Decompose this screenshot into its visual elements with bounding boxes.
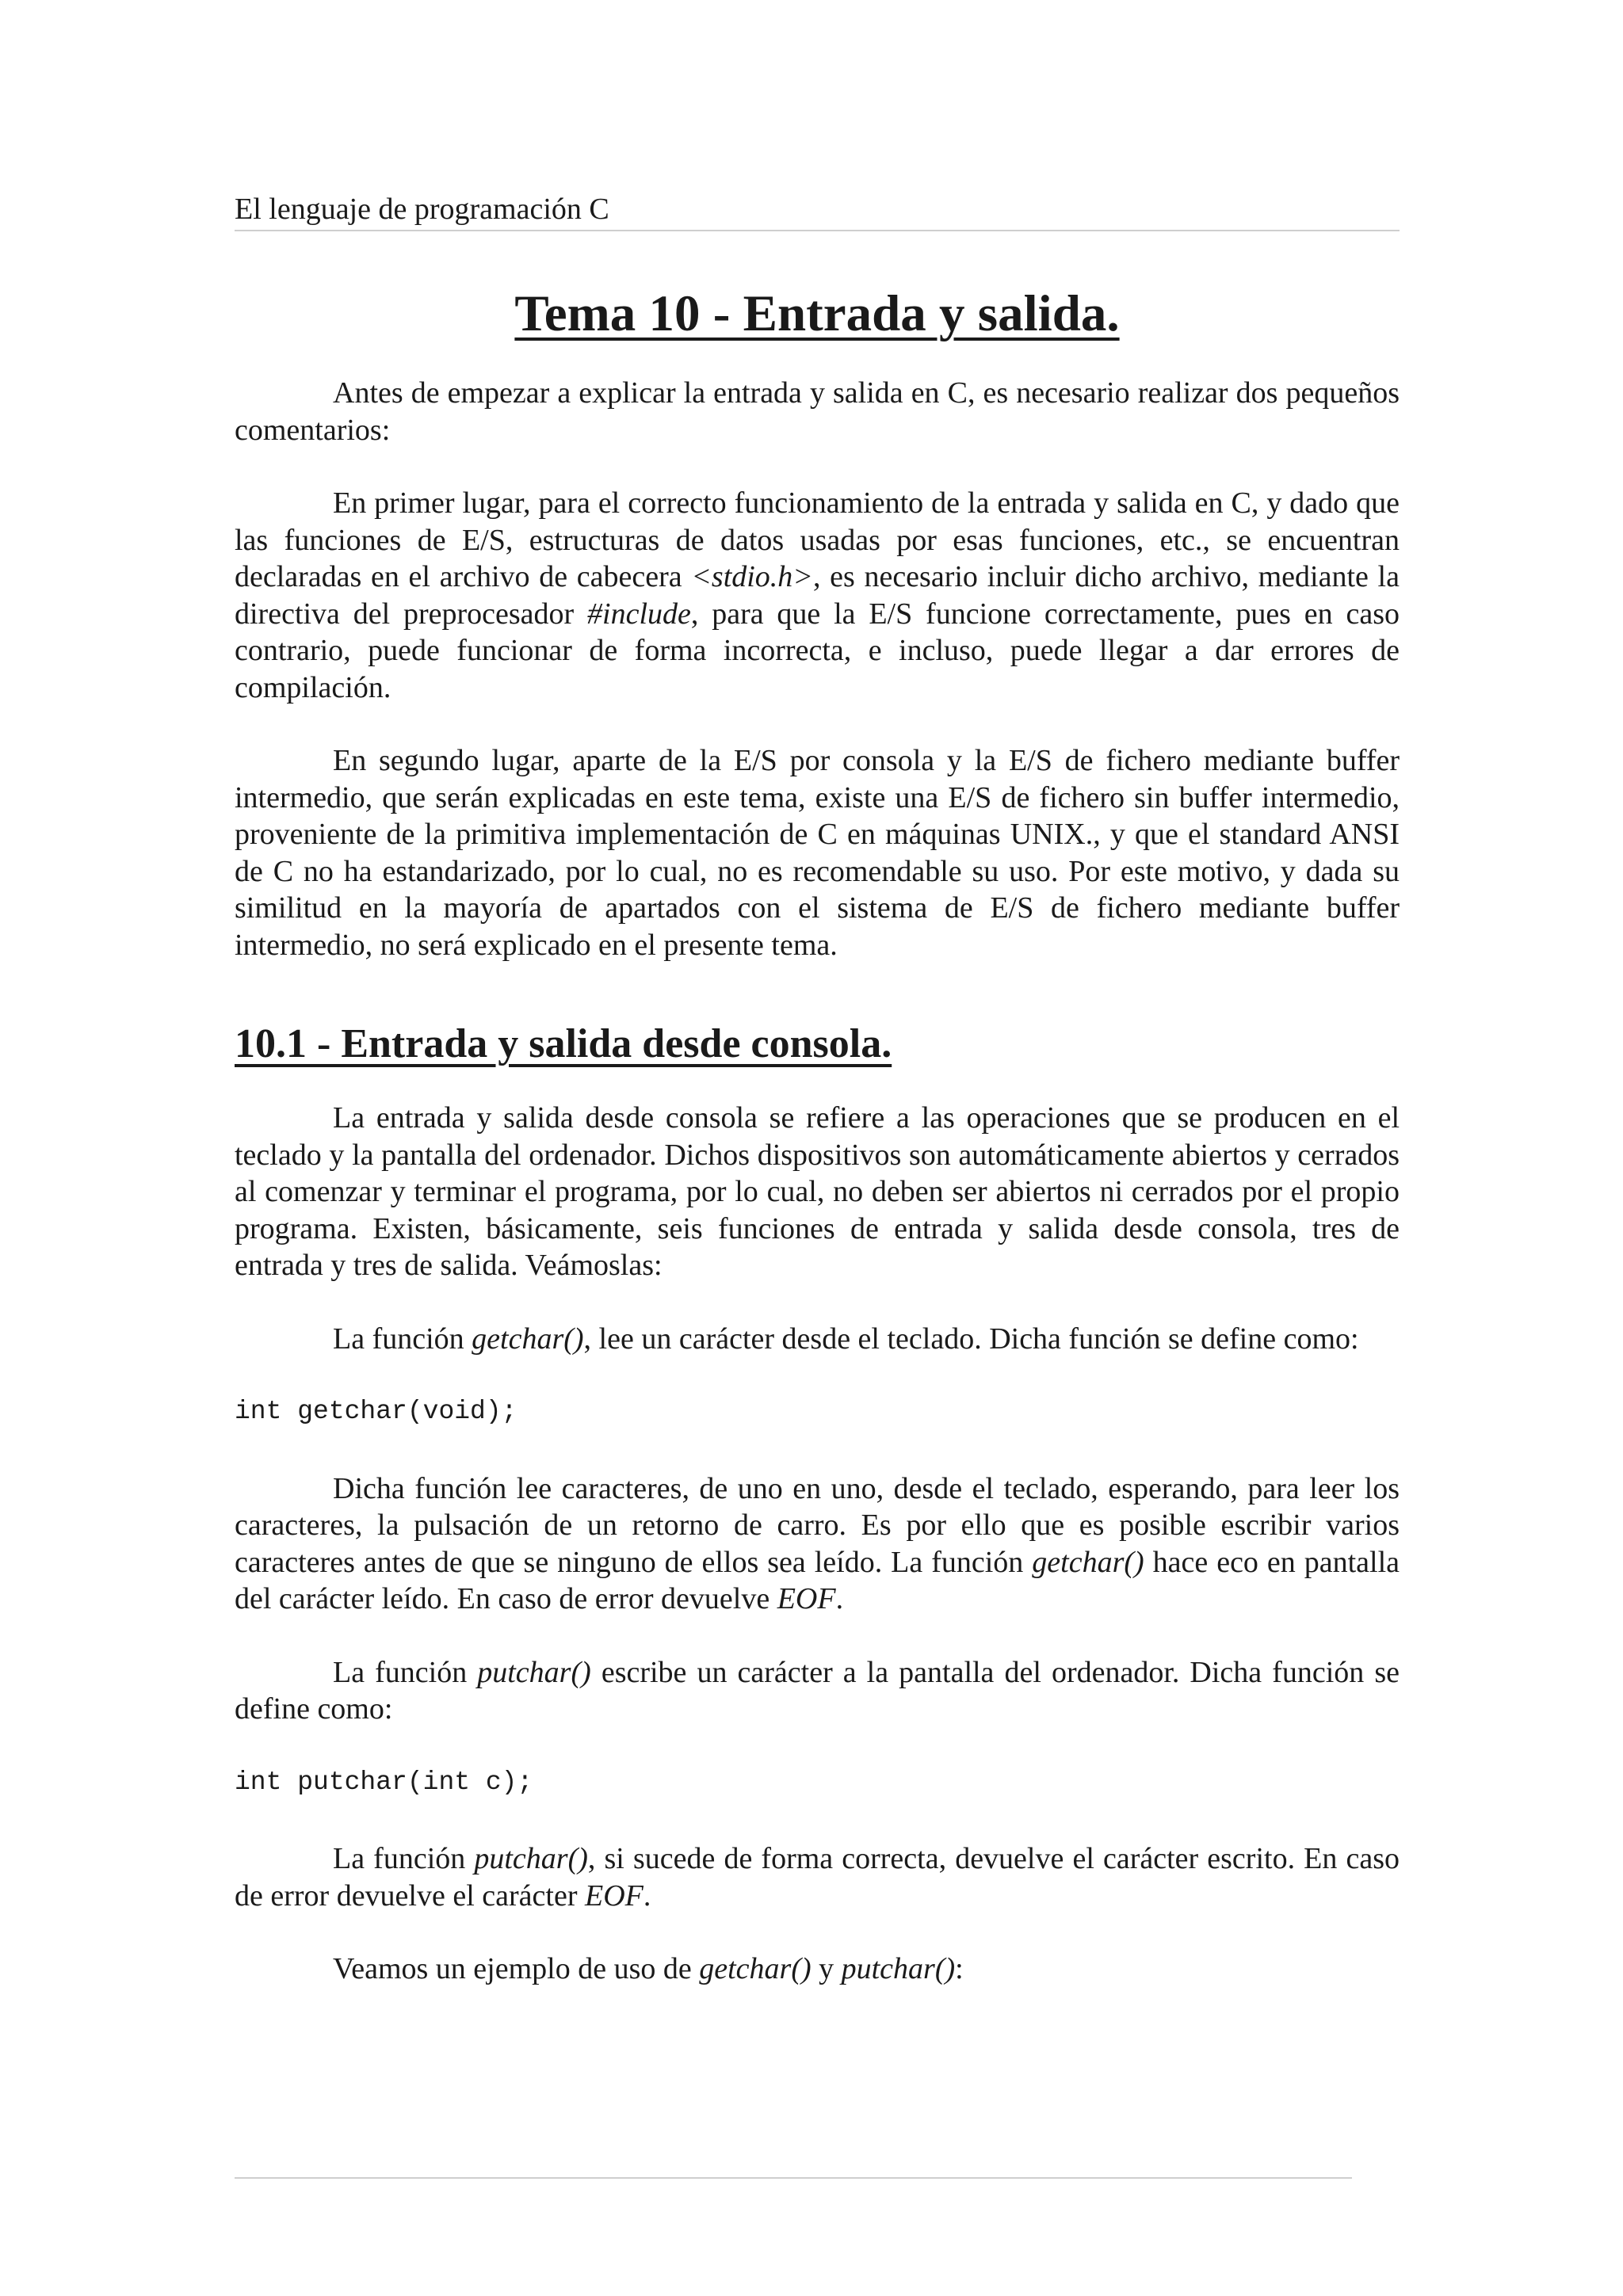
emphasis-putchar: putchar() [477,1655,591,1689]
text-run: hace eco en pantalla del carácter leído. En caso de error devuelve [235,1545,1400,1615]
text-run: En primer lugar, para el correcto funcionamiento de la entrada y salida en C, y dado que las funciones de E/S, estructuras de datos usadas por esas funciones, etc., se encuentran declaradas en el archivo de cabecera [235,486,1400,593]
section-paragraph-5 [235,1840,1400,1914]
footer-rule [235,2177,1352,2179]
text-run: La función [333,1322,472,1356]
emphasis-putchar: putchar() [841,1952,956,1985]
chapter-title [235,282,1400,345]
section-paragraph-3 [235,1470,1400,1618]
emphasis-putchar: putchar() [474,1842,588,1875]
text-run: La función [333,1655,478,1689]
emphasis-eof: EOF [777,1582,836,1615]
text-run: y [811,1952,842,1985]
text-run: Veamos un ejemplo de uso de [333,1952,700,1985]
section-heading-10-1 [235,1019,1400,1070]
emphasis-getchar: getchar() [1032,1545,1144,1579]
section-heading-text: 10.1 - Entrada y salida desde consola. [235,1021,892,1066]
section-paragraph-6 [235,1951,1400,1988]
emphasis-include: #include [587,597,691,631]
text-run: , es necesario incluir dicho archivo, mediante la directiva del preprocesador [235,560,1400,631]
intro-paragraph-2 [235,485,1400,706]
text-run: Dicha función lee caracteres, de uno en uno, desde el teclado, esperando, para leer los caracteres, la pulsación de un retorno de carro. Es por ello que es posible escribir varios caracteres antes de que se ninguno de ellos sea leído. La función [235,1471,1400,1579]
section-paragraph-1: La entrada y salida desde consola se refiere a las operaciones que se producen en el teclado y la pantalla del ordenador. Dichos dispositivos son automáticamente abiertos y cerrados al comenzar y terminar el programa, por lo cual, no deben ser abiertos ni cerrados por el propio programa. Existen, básicamente, seis funciones de entrada y salida desde consola, tres de entrada y tres de salida. Veámoslas: [235,1101,1400,1282]
emphasis-getchar: getchar() [472,1322,584,1356]
text-run: . [643,1878,651,1913]
text-run: , lee un carácter desde el teclado. Dicha función se define como: [583,1322,1359,1356]
intro-paragraph-3: En segundo lugar, aparte de la E/S por consola y la E/S de fichero mediante buffer intermedio, que serán explicadas en este tema, existe una E/S de fichero sin buffer intermedio, proveniente de la primitiva implementación de C en máquinas UNIX., y que el standard ANSI de C no ha estandarizado, por lo cual, no es recomendable su uso. Por este motivo, y dada su similitud en la mayoría de apartados con el sistema de E/S de fichero mediante buffer intermedio, no será explicado en el presente tema. [235,744,1400,962]
intro-paragraph-1: Antes de empezar a explicar la entrada y salida en C, es necesario realizar dos pequeños comentarios: [235,376,1400,447]
emphasis-getchar: getchar() [699,1952,812,1985]
page-content [235,190,1400,1988]
emphasis-stdio-h: <stdio.h> [691,560,813,593]
code-getchar-prototype: int getchar(void); [235,1397,517,1426]
section-paragraph-2 [235,1321,1400,1358]
text-run: . [835,1582,844,1615]
emphasis-eof: EOF [584,1878,643,1913]
section-paragraph-4 [235,1654,1400,1728]
text-run: , si sucede de forma correcta, devuelve el carácter escrito. En caso de error devuelve el carácter [235,1842,1400,1913]
text-run: escribe un carácter a la pantalla del ordenador. Dicha función se define como: [235,1655,1400,1726]
text-run: La función [333,1842,475,1875]
text-run: , para que la E/S funcione correctamente, pues en caso contrario, puede funcionar de forma incorrecta, e incluso, puede llegar a dar errores de compilación. [235,597,1400,704]
running-header: El lenguaje de programación C [235,190,1400,231]
chapter-title-text: Tema 10 - Entrada y salida. [514,285,1120,342]
code-putchar-prototype: int putchar(int c); [235,1767,533,1797]
text-run: : [955,1952,964,1985]
